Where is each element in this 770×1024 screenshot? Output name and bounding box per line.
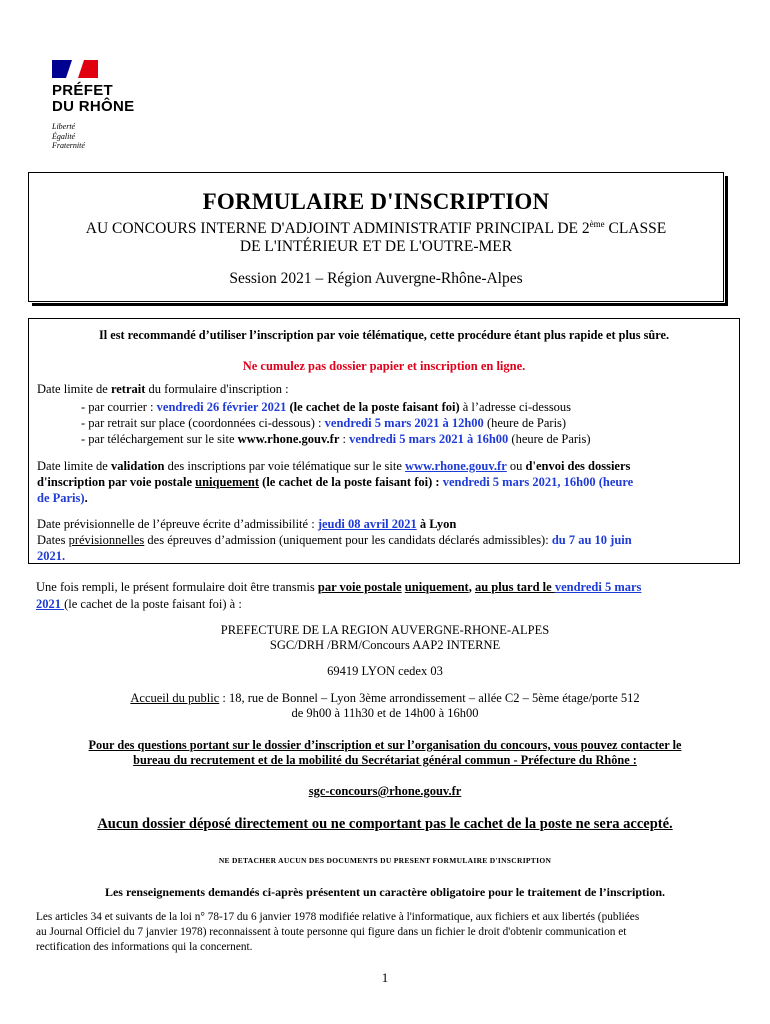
- motto-fraternite: Fraternité: [52, 141, 85, 150]
- motto-liberte: Liberté: [52, 122, 76, 131]
- recommendation-text: Il est recommandé d’utiliser l’inscription par voie télématique, cette procédure étant plus rapide et plus sûre.: [98, 328, 670, 342]
- retrait-sur-place: - par retrait sur place (coordonnées ci-dessous) : vendredi 5 mars 2021 à 12h00 (heure de Paris): [81, 416, 567, 430]
- address-line-3: 69419 LYON cedex 03: [327, 664, 443, 678]
- validation-line-1: Date limite de validation des inscriptions par voie télématique sur le site www.rhone.gouv.fr ou d'envoi des dossiers: [37, 459, 631, 473]
- logo-line-1: PRÉFET: [52, 82, 113, 99]
- retrait-courrier: - par courrier : vendredi 26 février 2021 (le cachet de la poste faisant foi) à l’adresse ci-dessous: [81, 400, 572, 414]
- send-instruction-1: Une fois rempli, le présent formulaire doit être transmis par voie postale uniquement, au plus tard le vendredi 5 mars: [36, 580, 642, 594]
- form-title: FORMULAIRE D'INSCRIPTION: [202, 189, 550, 214]
- form-subtitle-1: AU CONCOURS INTERNE D'ADJOINT ADMINISTRATIF PRINCIPAL DE 2ème CLASSE: [85, 219, 667, 237]
- detach-warning: NE DETACHER AUCUN DES DOCUMENTS DU PRESENT FORMULAIRE D'INSCRIPTION: [218, 856, 552, 865]
- validation-line-2: d'inscription par voie postale uniquement (le cachet de la poste faisant foi) : vendredi 5 mars 2021, 16h00 (heure: [37, 475, 634, 489]
- form-subtitle-2: DE L'INTÉRIEUR ET DE L'OUTRE-MER: [239, 238, 513, 255]
- validation-line-3: de Paris).: [37, 491, 88, 505]
- contact-line-2: bureau du recrutement et de la mobilité du Secrétariat général commun - Préfecture du Rhône :: [133, 753, 637, 767]
- address-line-1: PREFECTURE DE LA REGION AUVERGNE-RHONE-ALPES: [220, 623, 550, 637]
- legal-line-3: rectification des informations qui la concernent.: [36, 941, 253, 953]
- rhone-site-link-2[interactable]: www.rhone.gouv.fr: [405, 459, 507, 473]
- session-line: Session 2021 – Région Auvergne-Rhône-Alpes: [229, 270, 523, 287]
- rhone-site-link[interactable]: www.rhone.gouv.fr: [237, 432, 340, 446]
- contact-line-1: Pour des questions portant sur le dossier d’inscription et sur l’organisation du concours, vous pouvez contacter le: [88, 738, 682, 752]
- mandatory-info-note: Les renseignements demandés ci-après présentent un caractère obligatoire pour le traitement de l’inscription.: [104, 885, 666, 899]
- retrait-deadline-heading: Date limite de retrait du formulaire d'inscription :: [37, 382, 289, 396]
- motto-egalite: Égalité: [52, 131, 76, 141]
- send-instruction-2: 2021 (le cachet de la poste faisant foi) à :: [36, 597, 242, 611]
- admission-line-1: Dates prévisionnelles des épreuves d’admission (uniquement pour les candidats déclarés admissibles): du 7 au 10 juin: [37, 533, 632, 547]
- accueil-hours: de 9h00 à 11h30 et de 14h00 à 16h00: [291, 706, 479, 720]
- prefecture-logo: [52, 60, 172, 151]
- republic-motto: [52, 122, 172, 151]
- title-box: [28, 172, 724, 302]
- no-direct-deposit-notice: Aucun dossier déposé directement ou ne comportant pas le cachet de la poste ne sera accepté.: [97, 816, 673, 832]
- admission-line-2: 2021.: [37, 549, 66, 563]
- legal-line-2: au Journal Officiel du 7 janvier 1978) reconnaissent à toute personne qui figure dans un fichier le droit d'obtenir communication et: [36, 926, 627, 938]
- legal-line-1: Les articles 34 et suivants de la loi n° 78-17 du 6 janvier 1978 modifiée relative à l'informatique, aux fichiers et aux libertés (publiées: [36, 911, 640, 923]
- marianne-flag-icon: [52, 60, 98, 78]
- contact-email[interactable]: sgc-concours@rhone.gouv.fr: [308, 784, 462, 798]
- page-number: 1: [381, 970, 389, 985]
- ecrite-date-line: Date prévisionnelle de l’épreuve écrite d’admissibilité : jeudi 08 avril 2021 à Lyon: [37, 517, 457, 531]
- logo-line-2: DU RHÔNE: [52, 98, 135, 115]
- retrait-telechargement: - par téléchargement sur le site www.rhone.gouv.fr : vendredi 5 mars 2021 à 16h00 (heure de Paris): [81, 432, 591, 446]
- warning-text: Ne cumulez pas dossier papier et inscription en ligne.: [242, 359, 526, 373]
- address-line-2: SGC/DRH /BRM/Concours AAP2 INTERNE: [269, 638, 501, 652]
- accueil-line: Accueil du public : 18, rue de Bonnel – Lyon 3ème arrondissement – allée C2 – 5ème étage/porte 512: [130, 691, 640, 705]
- info-box: [28, 318, 740, 564]
